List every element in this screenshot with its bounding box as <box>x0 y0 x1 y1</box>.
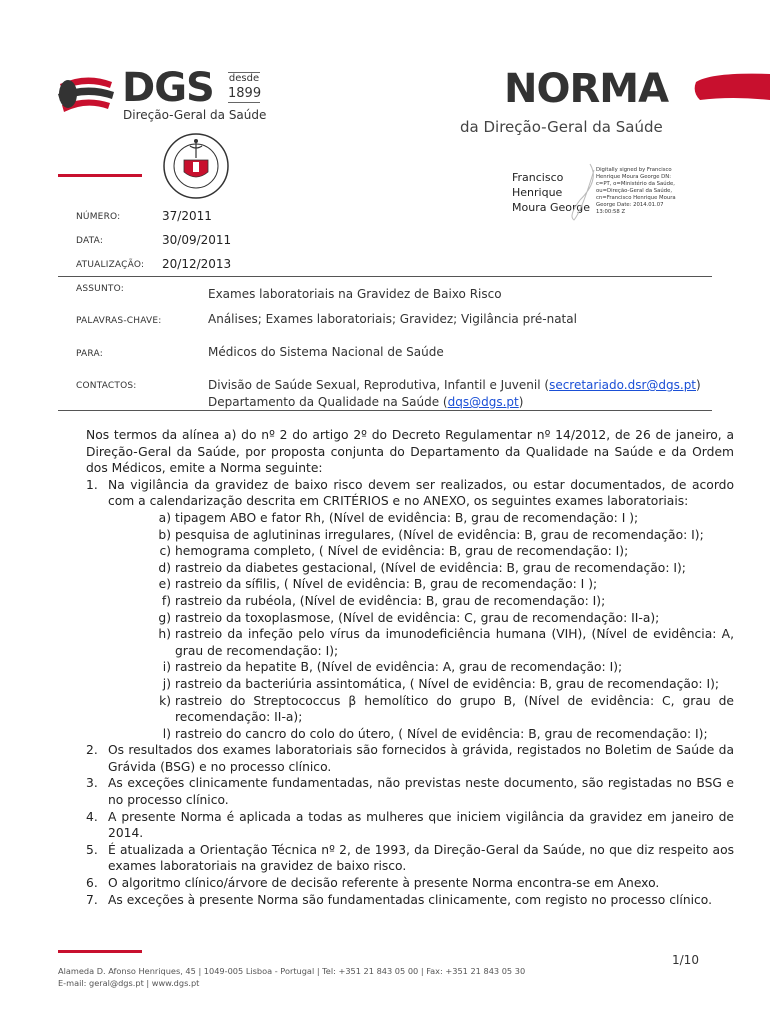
sublist-item-text: hemograma completo, ( Nível de evidência: B, grau de recomendação: I); <box>175 544 629 559</box>
para-value: Médicos do Sistema Nacional de Saúde <box>208 345 444 359</box>
data-label: DATA: <box>76 236 104 246</box>
sublist-item <box>108 576 734 593</box>
list-item-2: 2. Os resultados dos exames laboratoriais são fornecidos à grávida, registados no Boletim de Saúde da Grávida (BSG) e no processo clínico. <box>86 743 734 774</box>
list-item-4: 4. A presente Norma é aplicada a todas as mulheres que iniciem vigilância da gravidez em janeiro de 2014. <box>86 809 734 841</box>
sublist-item-letter: k) <box>159 693 171 708</box>
ordem-medicos-seal-icon <box>162 132 230 200</box>
footer-contact: E-mail: geral@dgs.pt | www.dgs.pt <box>58 978 200 988</box>
document-subtitle: da Direção-Geral da Saúde <box>460 118 663 136</box>
sublist-item-text: rastreio do Streptococcus β hemolítico do grupo B, (Nível de evidência: C, grau de recomendação: II-a); <box>175 693 734 725</box>
list-item-5: 5. É atualizada a Orientação Técnica nº 2, de 1993, da Direção-Geral da Saúde, no que diz respeito aos exames laboratoriais na gravidez de baixo risco. <box>86 842 734 874</box>
logo-subtitle: Direção-Geral da Saúde <box>123 108 267 122</box>
contacto-dsr <box>208 377 701 393</box>
para-label: PARA: <box>76 349 103 359</box>
footer-red-divider <box>58 950 142 953</box>
sublist-item-letter: j) <box>162 676 171 691</box>
logo-desde: desde <box>228 73 260 84</box>
dgs-logo-icon <box>56 70 116 118</box>
sublist-item-letter: c) <box>159 544 171 559</box>
sublist-item <box>108 693 734 726</box>
sublist-item-text: rastreio da sífilis, ( Nível de evidência: B, grau de recomendação: I ); <box>175 577 598 592</box>
logo-year: 1899 <box>228 86 262 101</box>
sublist-item <box>108 676 734 693</box>
intro-paragraph: Nos termos da alínea a) do nº 2 do artigo 2º do Decreto Regulamentar nº 14/2012, de 26 de janeiro, a Direção-Geral da Saúde, por proposta conjunta do Departamento da Qualidade na Saúde e da Ordem dos Médicos, emite a Norma seguinte: <box>86 428 734 476</box>
sublist-item-letter: h) <box>158 627 171 642</box>
header-red-divider <box>58 174 142 177</box>
item-7-text: As exceções à presente Norma são fundamentadas clinicamente, com registo no processo clínico. <box>108 892 712 907</box>
norma-body <box>86 427 734 908</box>
red-brush-stroke-icon <box>692 70 770 104</box>
list-item-6: 6. O algoritmo clínico/árvore de decisão referente à presente Norma encontra-se em Anexo. <box>86 876 660 891</box>
footer-address: Alameda D. Afonso Henriques, 45 | 1049-005 Lisboa - Portugal | Tel: +351 21 843 05 00 | Fax: +351 21 843 05 30 <box>58 966 526 976</box>
meta-divider-top <box>58 276 712 277</box>
sublist-item-letter: l) <box>162 726 171 741</box>
item-3-text: As exceções clinicamente fundamentadas, não previstas neste documento, são registadas no BSG e no processo clínico. <box>108 776 734 808</box>
list-item-7: 7. As exceções à presente Norma são fundamentadas clinicamente, com registo no processo clínico. <box>86 892 712 907</box>
sublist-item <box>108 560 734 577</box>
document-title: NORMA <box>504 66 669 112</box>
meta-divider-bottom <box>58 410 712 411</box>
sublist-item-text: tipagem ABO e fator Rh, (Nível de evidência: B, grau de recomendação: I ); <box>175 510 639 525</box>
sublist-item-text: rastreio da rubéola, (Nível de evidência: B, grau de recomendação: I); <box>175 593 606 608</box>
sublist-item-letter: a) <box>158 510 171 525</box>
contacto-dsr-text: Divisão de Saúde Sexual, Reprodutiva, Infantil e Juvenil ( <box>208 378 550 392</box>
sublist-item-text: rastreio da toxoplasmose, (Nível de evidência: C, grau de recomendação: II-a); <box>175 610 660 625</box>
sublist-item-text: rastreio da bacteriúria assintomática, ( Nível de evidência: B, grau de recomendação: I); <box>175 676 720 691</box>
contacto-dqs-close: ) <box>518 395 524 409</box>
exams-sublist <box>108 510 734 742</box>
palavras-chave-label: PALAVRAS-CHAVE: <box>76 316 162 326</box>
assunto-label: ASSUNTO: <box>76 284 124 294</box>
contacto-dqs <box>208 394 523 410</box>
atualizacao-label: ATUALIZAÇÃO: <box>76 260 145 270</box>
palavras-chave-value: Análises; Exames laboratoriais; Gravidez; Vigilância pré-natal <box>208 312 577 326</box>
item-5-text: É atualizada a Orientação Técnica nº 2, de 1993, da Direção-Geral da Saúde, no que diz respeito aos exames laboratoriais na gravidez de baixo risco. <box>108 842 734 874</box>
dqs-email-link[interactable]: dqs@dgs.pt <box>447 395 519 409</box>
sublist-item-text: pesquisa de aglutininas irregulares, (Nível de evidência: B, grau de recomendação: I); <box>175 527 704 542</box>
list-item-3: 3. As exceções clinicamente fundamentadas, não previstas neste documento, são registadas no BSG e no processo clínico. <box>86 776 734 808</box>
main-list <box>86 477 734 908</box>
sublist-item-letter: e) <box>158 577 171 592</box>
assunto-value: Exames laboratoriais na Gravidez de Baixo Risco <box>208 287 502 301</box>
data-value: 30/09/2011 <box>162 233 232 247</box>
sublist-item-text: rastreio da diabetes gestacional, (Nível de evidência: B, grau de recomendação: I); <box>175 560 686 575</box>
dsr-email-link[interactable]: secretariado.dsr@dgs.pt <box>549 378 697 392</box>
sublist-item-text: rastreio da infeção pelo vírus da imunodeficiência humana (VIH), (Nível de evidência: A, grau de recomendação: I); <box>175 627 734 658</box>
page-number: 1/10 <box>672 953 699 967</box>
sublist-item <box>108 626 734 659</box>
sublist-item-letter: g) <box>158 610 171 625</box>
item-1-text: Na vigilância da gravidez de baixo risco devem ser realizados, ou estar documentados, de acordo com a calendarização descrita em CRITÉRIOS e no ANEXO, os seguintes exames laboratoriais: <box>108 477 734 509</box>
sublist-item <box>108 659 734 676</box>
digital-signature-details: Digitally signed by Francisco Henrique Moura George DN: c=PT, o=Ministério da Saúde, ou=Direção-Geral da Saúde, cn=Francisco Henrique Moura George Date: 2014.01.07 13:00:58 Z <box>596 167 676 215</box>
sublist-item <box>108 726 734 743</box>
item-6-text: O algoritmo clínico/árvore de decisão referente à presente Norma encontra-se em Anexo. <box>108 876 660 891</box>
sublist-item <box>108 593 734 610</box>
contacto-dqs-text: Departamento da Qualidade na Saúde ( <box>208 395 448 409</box>
sublist-item <box>108 527 734 544</box>
sublist-item-letter: i) <box>162 660 171 675</box>
item-4-text: A presente Norma é aplicada a todas as mulheres que iniciem vigilância da gravidez em janeiro de 2014. <box>108 809 734 841</box>
contacto-dsr-close: ) <box>696 378 701 392</box>
numero-value: 37/2011 <box>162 209 212 223</box>
sublist-item <box>108 610 734 627</box>
atualizacao-value: 20/12/2013 <box>162 257 232 271</box>
sublist-item <box>108 510 734 527</box>
item-2-text: Os resultados dos exames laboratoriais são fornecidos à grávida, registados no Boletim de Saúde da Grávida (BSG) e no processo clínico. <box>108 743 734 774</box>
sublist-item <box>108 543 734 560</box>
sublist-item-letter: b) <box>158 527 171 542</box>
sublist-item-text: rastreio do cancro do colo do útero, ( Nível de evidência: B, grau de recomendação: I); <box>175 726 708 741</box>
numero-label: NÚMERO: <box>76 212 121 222</box>
signature-name: Francisco Henrique Moura George <box>512 171 591 214</box>
sublist-item-letter: d) <box>158 560 171 575</box>
sublist-item-letter: f) <box>161 593 171 608</box>
contactos-label: CONTACTOS: <box>76 381 137 391</box>
sublist-item-text: rastreio da hepatite B, (Nível de evidência: A, grau de recomendação: I); <box>175 660 623 675</box>
dgs-logo-text: DGS <box>122 65 214 111</box>
list-item-1: 1. Na vigilância da gravidez de baixo risco devem ser realizados, ou estar documentados, de acordo com a calendarização descrita em CRITÉRIOS e no ANEXO, os seguintes exames laboratoriais: a) tipagem ABO e fator Rh, (Nível de evidência: B, grau de recomendação: I ); b) pesquisa de aglutininas irregulares, (Nível de evidência: B, grau de recomendação: I); c) hemograma completo, ( Nível de evidência: B, grau de recomendação: I); d) rastreio da diabetes gestacional, (Nível de evidência: B, grau de recomendação: I); e) rastreio da sífilis, ( Nível de evidência: B, grau de recomendação: I ); f) rastreio da rubéola, (Nível de evidência: B, grau de recomendação: I); g) rastreio da toxoplasmose, (Nível de evidência: C, grau de recomendação: II-a); h) rastreio da infeção pelo vírus da imunodeficiência humana (VIH), (Nível de evidência: A, grau de recomendação: I); i) rastreio da hepatite B, (Nível de evidência: A, grau de recomendação: I); j) rastreio da bacteriúria assintomática, ( Nível de evidência: B, grau de recomendação: I); k) rastreio do Streptococcus β hemolítico do grupo B, (Nível de evidência: C, grau de recomendação: II-a); l) rastreio do cancro do colo do útero, ( Nível de evidência: B, grau de recomendação: I); <box>86 477 734 741</box>
